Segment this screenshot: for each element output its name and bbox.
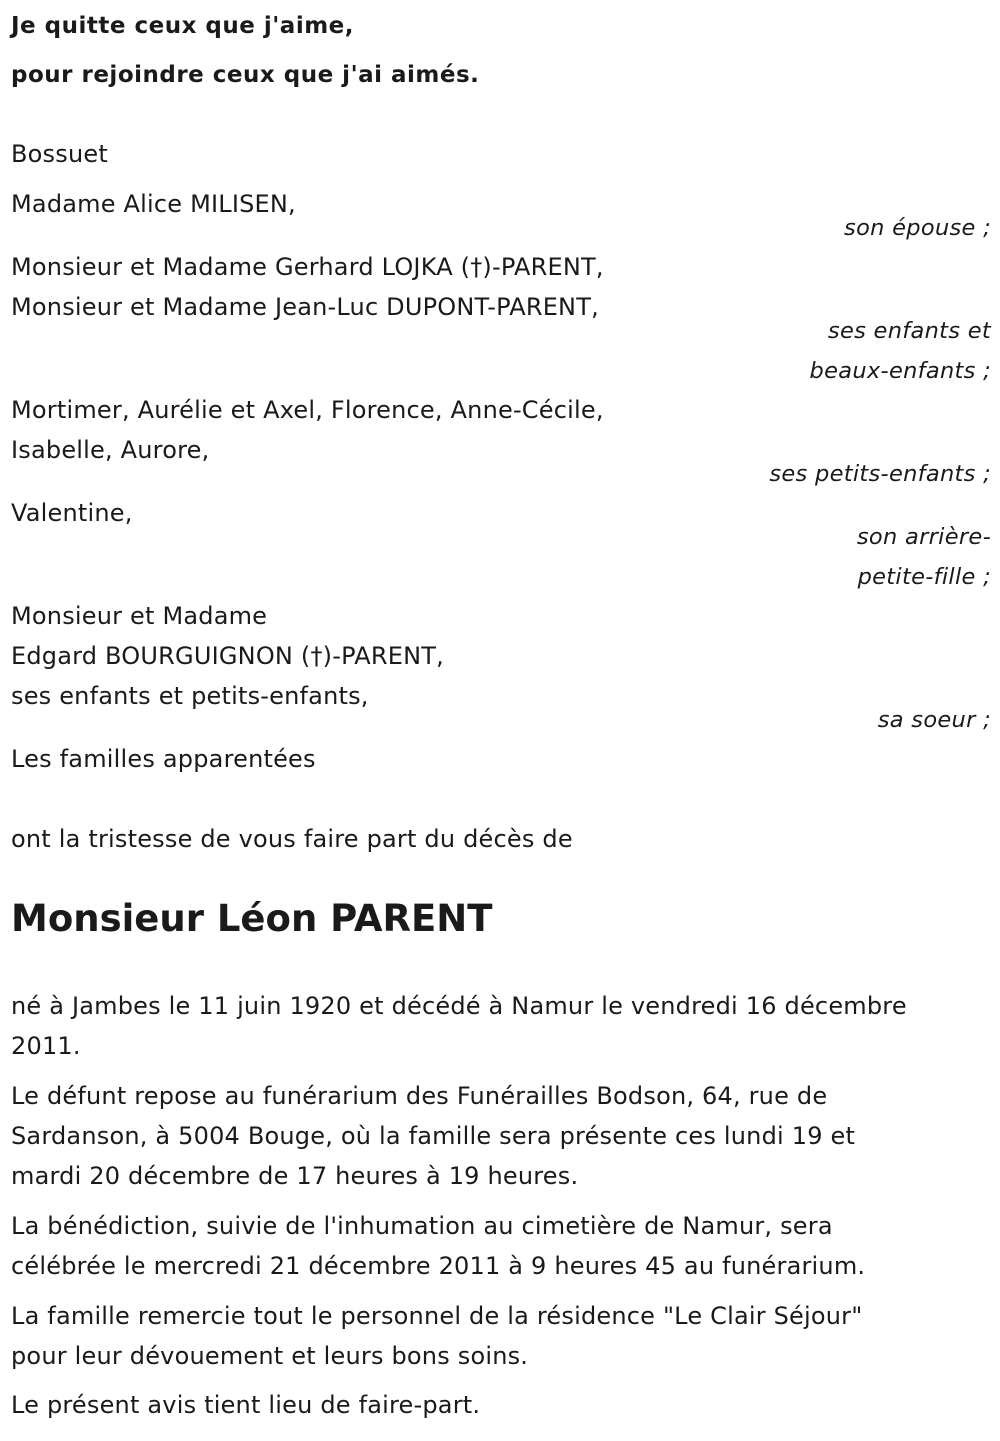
grandchildren-line-2: Isabelle, Aurore,: [11, 436, 210, 464]
funerarium-line-1: Le défunt repose au funérarium des Funérailles Bodson, 64, rue de: [11, 1082, 828, 1110]
funerarium-line-3: mardi 20 décembre de 17 heures à 19 heures.: [11, 1162, 579, 1190]
sister-relation: sa soeur ;: [877, 707, 991, 733]
quote-line-1: Je quitte ceux que j'aime,: [11, 13, 355, 39]
sister-line-1: Monsieur et Madame: [11, 602, 268, 630]
children-relation-line-2: beaux-enfants ;: [809, 358, 991, 384]
funerarium-line-2: Sardanson, à 5004 Bouge, où la famille sera présente ces lundi 19 et: [11, 1122, 856, 1150]
thanks-line-1: La famille remercie tout le personnel de la résidence "Le Clair Séjour": [11, 1302, 863, 1330]
quote-line-2: pour rejoindre ceux que j'ai aimés.: [11, 62, 480, 88]
thanks-line-2: pour leur dévouement et leurs bons soins.: [11, 1342, 529, 1370]
ceremony-line-1: La bénédiction, suivie de l'inhumation au cimetière de Namur, sera: [11, 1212, 833, 1240]
spouse-relation: son épouse ;: [844, 215, 991, 241]
children-line-1: Monsieur et Madame Gerhard LOJKA (†)-PARENT,: [11, 253, 604, 281]
related-families: Les familles apparentées: [11, 745, 316, 773]
announcement-text: ont la tristesse de vous faire part du décès de: [11, 825, 573, 853]
great-grandchild-relation-line-1: son arrière-: [856, 524, 991, 550]
quote-author: Bossuet: [11, 140, 108, 168]
closing-note: Le présent avis tient lieu de faire-part.: [11, 1391, 481, 1419]
deceased-name: Monsieur Léon PARENT: [11, 897, 493, 940]
sister-line-3: ses enfants et petits-enfants,: [11, 682, 369, 710]
spouse-name: Madame Alice MILISEN,: [11, 190, 296, 218]
birth-death-line-1: né à Jambes le 11 juin 1920 et décédé à Namur le vendredi 16 décembre: [11, 992, 907, 1020]
grandchildren-relation: ses petits-enfants ;: [769, 461, 991, 487]
children-line-2: Monsieur et Madame Jean-Luc DUPONT-PARENT,: [11, 293, 599, 321]
great-grandchild-name: Valentine,: [11, 499, 133, 527]
sister-line-2: Edgard BOURGUIGNON (†)-PARENT,: [11, 642, 444, 670]
great-grandchild-relation-line-2: petite-fille ;: [857, 564, 991, 590]
obituary-notice: [11, 0, 991, 1441]
grandchildren-line-1: Mortimer, Aurélie et Axel, Florence, Anne-Cécile,: [11, 396, 604, 424]
children-relation-line-1: ses enfants et: [827, 318, 991, 344]
ceremony-line-2: célébrée le mercredi 21 décembre 2011 à 9 heures 45 au funérarium.: [11, 1252, 866, 1280]
birth-death-line-2: 2011.: [11, 1032, 81, 1060]
